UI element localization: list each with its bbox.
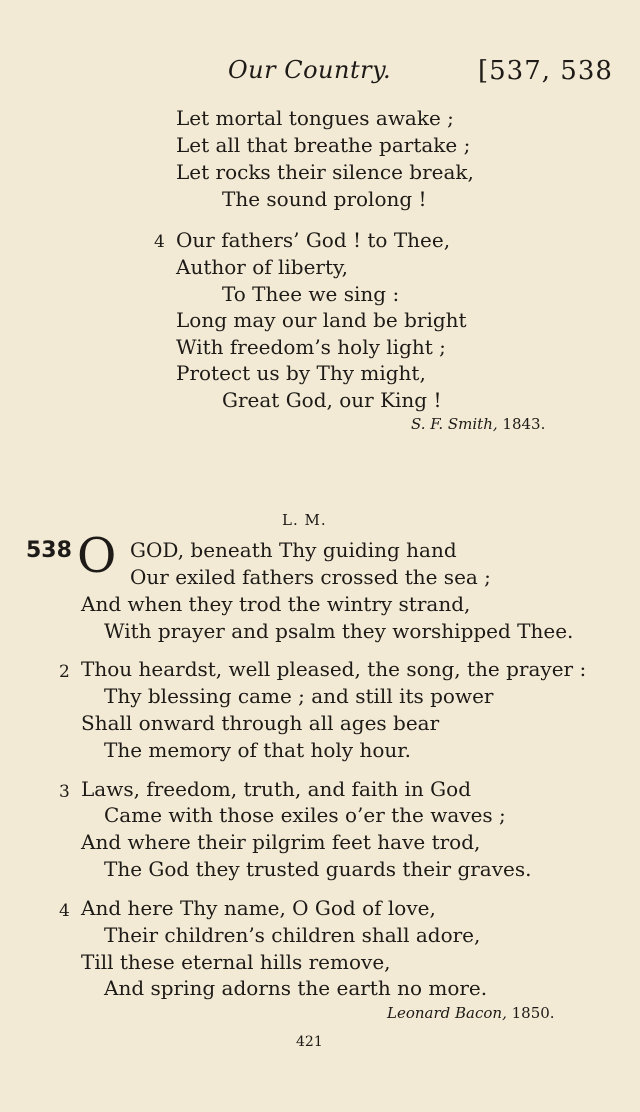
verse-line: Long may our land be bright <box>176 308 467 332</box>
verse-line: Let mortal tongues awake ; <box>176 106 454 130</box>
verse-line: Their children’s children shall adore, <box>104 923 481 947</box>
verse-line: Thou heardst, well pleased, the song, the prayer : <box>81 657 587 681</box>
verse-line: Till these eternal hills remove, <box>81 950 391 974</box>
verse-line: With prayer and psalm they worshipped Thee. <box>104 619 574 643</box>
verse-line: Thy blessing came ; and still its power <box>104 684 494 708</box>
verse-line: Let all that breathe partake ; <box>176 133 471 157</box>
author-name: Leonard Bacon, <box>387 1004 507 1022</box>
verse-line: Author of liberty, <box>176 255 349 279</box>
author-name: S. F. Smith, <box>411 415 498 433</box>
hymn-number: 538 <box>26 538 72 563</box>
stanza-number: 4 <box>59 901 70 921</box>
verse-line: The memory of that holy hour. <box>104 738 411 762</box>
verse-line: Great God, our King ! <box>222 388 442 412</box>
verse-line: The sound prolong ! <box>222 187 427 211</box>
verse-line: To Thee we sing : <box>222 282 400 306</box>
running-header-title: Our Country. <box>228 56 392 84</box>
page-number: 421 <box>296 1034 323 1050</box>
stanza-number: 4 <box>154 232 165 252</box>
stanza-number: 3 <box>59 782 70 802</box>
verse-line: Shall onward through all ages bear <box>81 711 440 735</box>
verse-line: And when they trod the wintry strand, <box>81 592 471 616</box>
verse-line: And where their pilgrim feet have trod, <box>81 830 481 854</box>
verse-line: Let rocks their silence break, <box>176 160 474 184</box>
verse-line: Our fathers’ God ! to Thee, <box>176 228 451 252</box>
hymn-attribution <box>387 1004 555 1022</box>
verse-line: With freedom’s holy light ; <box>176 335 446 359</box>
verse-line: The God they trusted guards their graves. <box>104 857 532 881</box>
verse-line: And spring adorns the earth no more. <box>104 976 488 1000</box>
drop-cap: O <box>77 528 117 584</box>
verse-line: Protect us by Thy might, <box>176 361 426 385</box>
hymn-attribution <box>411 415 545 433</box>
hymn-year: 1850. <box>511 1004 555 1022</box>
verse-line: And here Thy name, O God of love, <box>81 896 436 920</box>
meter-label: L. M. <box>282 511 327 529</box>
verse-line: Our exiled fathers crossed the sea ; <box>130 565 491 589</box>
running-header-hymn-numbers: [537, 538 <box>478 56 613 86</box>
verse-line: GOD, beneath Thy guiding hand <box>130 538 457 562</box>
verse-line: Came with those exiles o’er the waves ; <box>104 803 506 827</box>
hymn-year: 1843. <box>502 415 546 433</box>
stanza-number: 2 <box>59 662 70 682</box>
verse-line: Laws, freedom, truth, and faith in God <box>81 777 471 801</box>
